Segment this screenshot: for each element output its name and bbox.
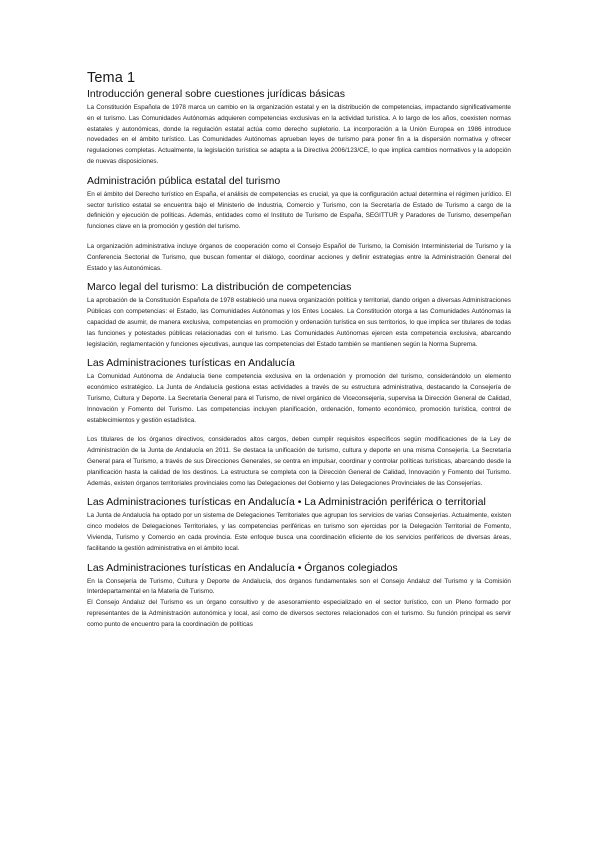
section-introduccion — [87, 88, 511, 168]
section-heading: Las Administraciones turísticas en Andalucía — [87, 357, 295, 370]
section-andalucia — [87, 357, 511, 489]
document-title: Tema 1 — [87, 70, 136, 86]
section-paragraph: El Consejo Andaluz del Turismo es un órgano consultivo y de asesoramiento especializado en el sector turístico, con un Pleno formado por representantes de la Administración autonómica y local, así como de diversos sectores relacionados con el turismo. Su función principal es servir como punto de encuentro para la coordinación de políticas — [87, 599, 511, 628]
section-heading: Las Administraciones turísticas en Andalucía • Órganos colegiados — [87, 561, 398, 574]
section-paragraph: La Comunidad Autónoma de Andalucía tiene competencia exclusiva en la ordenación y promoción del turismo, considerándolo un elemento económico estratégico. La Junta de Andalucía gestiona estas actividades a través de su estructura administrativa, destacando la Consejería de Turismo, Cultura y Deporte. La Secretaría General para el Turismo, de nivel orgánico de Viceconsejería, supervisa la Dirección General de Calidad, Innovación y Fomento del Turismo. Las competencias incluyen planificación, ordenación, fomento económico, promoción turística, control de establecimientos y gestión estadística. — [87, 373, 511, 424]
section-heading: Marco legal del turismo: La distribución de competencias — [87, 281, 352, 294]
section-heading: Las Administraciones turísticas en Andalucía • La Administración periférica o territorial — [87, 496, 486, 509]
section-paragraph: La Constitución Española de 1978 marca un cambio en la organización estatal y en la distribución de competencias, impactando significativamente en el turismo. Las Comunidades Autónomas adquieren competencias exclusivas en la actividad turística. A lo largo de los años, coexisten normas estatales y autonómicas, donde la regulación estatal actúa como derecho supletorio. La incorporación a la Unión Europea en 1986 introduce novedades en el ámbito turístico. Las Comunidades Autónomas aprueban leyes de turismo para poner fin a la dispersión normativa y ofrecer regulaciones completas. Actualmente, la legislación turística se adapta a la Directiva 2006/123/CE, lo que implica cambios normativos y la adopción de nuevas disposiciones. — [87, 104, 511, 165]
section-paragraph: En la Consejería de Turismo, Cultura y Deporte de Andalucía, dos órganos fundamentales son el Consejo Andaluz del Turismo y la Comisión Interdepartamental en la Materia de Turismo. — [87, 577, 511, 596]
section-marco-legal — [87, 281, 511, 350]
section-administracion-periferica — [87, 496, 511, 554]
section-paragraph: La aprobación de la Constitución Española de 1978 estableció una nueva organización política y territorial, dando origen a diversas Administraciones Públicas con competencias: el Estado, las Comunidades Autónomas y los Entes Locales. La Constitución otorga a las Comunidades Autónomas la capacidad de asumir, de manera exclusiva, competencias en promoción y ordenación turística en sus territorios, lo que implica ser titulares de todas las funciones y potestades públicas relacionadas con el turismo. Las Comunidades Autónomas ejercen esta competencia exclusiva, abarcando legislación, reglamentación y funciones ejecutivas, aunque las competencias del Estado también se mantienen según la Norma Suprema. — [87, 297, 511, 348]
section-paragraph: En el ámbito del Derecho turístico en España, el análisis de competencias es crucial, ya que la configuración actual determina el régimen jurídico. El sector turístico estatal se encuentra bajo el Ministerio de Industria, Comercio y Turismo, con la Secretaría de Estado de Turismo a cargo de la definición y ejecución de políticas. Además, entidades como el Instituto de Turismo de España, SEGITTUR y Paradores de Turismo, desempeñan funciones clave en la promoción y gestión del turismo. — [87, 190, 511, 231]
section-paragraph: Los titulares de los órganos directivos, considerados altos cargos, deben cumplir requisitos específicos según modificaciones de la Ley de Administración de la Junta de Andalucía en 2011. Se destaca la unificación de turismo, cultura y deporte en una misma Consejería. La Secretaría General para el Turismo, a través de sus Direcciones Generales, se centra en impulsar, coordinar y controlar políticas turísticas, abarcando desde la planificación hasta la calidad de los destinos. La estructura se completa con la Dirección General de Calidad, Innovación y Fomento del Turismo. Además, existen órganos territoriales provinciales como las Delegaciones del Gobierno y las Delegaciones Provinciales de las Consejerías. — [87, 436, 511, 487]
section-paragraph: La organización administrativa incluye órganos de cooperación como el Consejo Español de Turismo, la Comisión Interministerial de Turismo y la Conferencia Sectorial de Turismo, que buscan fomentar el diálogo, coordinar acciones y definir estrategias entre la Administración General del Estado y las Autonómicas. — [87, 242, 511, 272]
section-organos-colegiados — [87, 562, 511, 631]
section-heading: Introducción general sobre cuestiones jurídicas básicas — [87, 88, 345, 100]
section-heading: Administración pública estatal del turismo — [87, 174, 281, 187]
section-administracion-estatal — [87, 175, 511, 275]
section-paragraph: La Junta de Andalucía ha optado por un sistema de Delegaciones Territoriales que agrupan los servicios de varias Consejerías. Actualmente, existen cinco modelos de Delegaciones Territoriales, y las competencias periféricas en turismo son ejercidas por la Delegación Territorial de Fomento, Vivienda, Turismo y Comercio en cada provincia. Este enfoque busca una coordinación eficiente de los servicios periféricos de diversas áreas, facilitando la gestión administrativa en el ámbito local. — [87, 512, 511, 552]
